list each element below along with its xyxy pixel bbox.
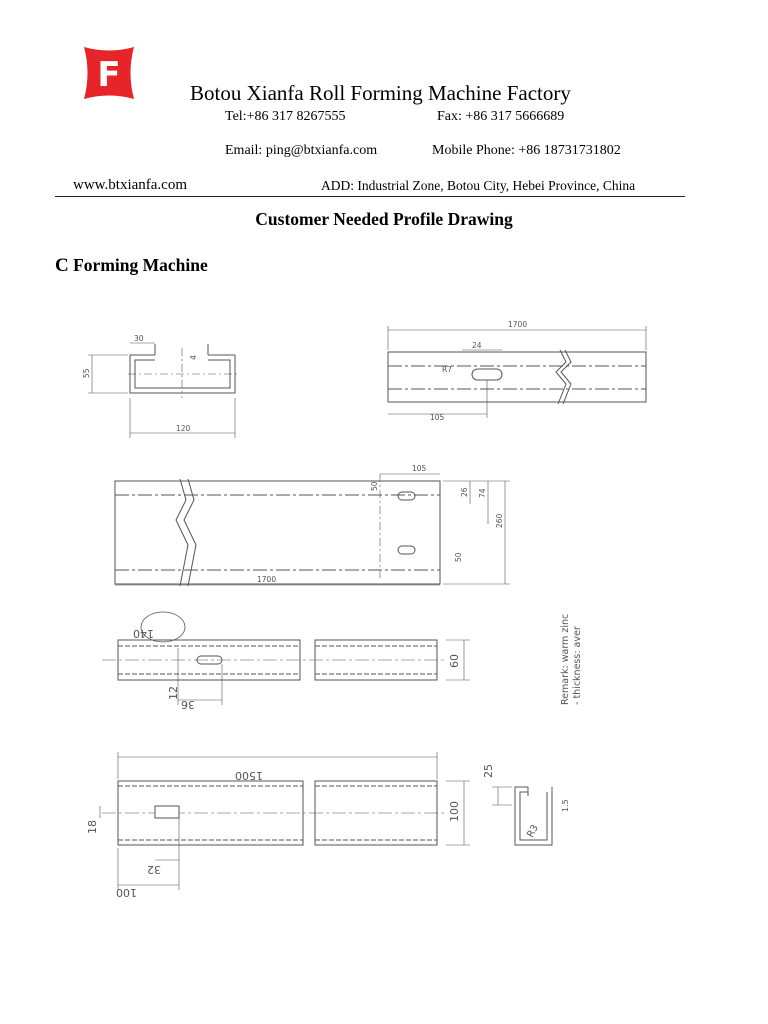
dim-radius-r7: R7: [442, 365, 452, 374]
side-view-60: [102, 612, 470, 705]
dim-top-105: 105: [412, 464, 427, 473]
dim-lip: 30: [134, 334, 144, 343]
dim-12: 12: [167, 686, 180, 700]
tel: Tel:+86 317 8267555: [225, 109, 346, 124]
dim-length-1700a: 1700: [508, 320, 528, 329]
section-letter: C: [55, 255, 69, 276]
dim-lip-25: 25: [482, 764, 495, 778]
website-link[interactable]: www.btxianfa.com: [73, 177, 187, 193]
dim-32: 32: [147, 863, 161, 876]
dim-small: 4: [189, 355, 198, 360]
dim-length-1500: 1500: [235, 769, 263, 782]
dim-36: 36: [181, 698, 195, 711]
address: ADD: Industrial Zone, Botou City, Hebei Province, China: [321, 178, 636, 193]
dim-260: 260: [495, 513, 504, 528]
dim-width: 120: [176, 424, 191, 433]
dim-radius-r3: R3: [525, 823, 541, 840]
dim-circle-140: 140: [133, 627, 154, 640]
dim-18: 18: [86, 820, 99, 834]
dim-thick: 1.5: [561, 799, 570, 812]
dim-height-60: 60: [448, 654, 461, 668]
fax: Fax: +86 317 5666689: [437, 109, 565, 124]
dim-slot-24: 24: [472, 341, 482, 350]
dim-26: 26: [460, 487, 469, 497]
company-name: Botou Xianfa Roll Forming Machine Factory: [190, 81, 571, 105]
remark-line-1: Remark: warm zinc: [560, 613, 571, 705]
document-title: Customer Needed Profile Drawing: [255, 209, 513, 229]
dim-50b: 50: [454, 552, 463, 562]
section-rest: Forming Machine: [68, 255, 208, 275]
dim-50a: 50: [370, 481, 379, 491]
dim-length-1700b: 1700: [257, 575, 277, 584]
dim-offset-105: 105: [430, 413, 445, 422]
remark-line-2: - thickness: aver: [572, 626, 583, 705]
dim-74: 74: [478, 488, 487, 498]
dim-height: 55: [82, 368, 91, 378]
dim-height-100: 100: [448, 801, 461, 822]
mobile-phone: Mobile Phone: +86 18731731802: [432, 143, 621, 158]
email[interactable]: Email: ping@btxianfa.com: [225, 143, 378, 158]
long-side-view: [388, 326, 646, 418]
logo-letter: F: [97, 55, 121, 95]
dim-100: 100: [116, 886, 137, 899]
web-view: [115, 474, 510, 586]
c-profile-section: [88, 343, 238, 438]
